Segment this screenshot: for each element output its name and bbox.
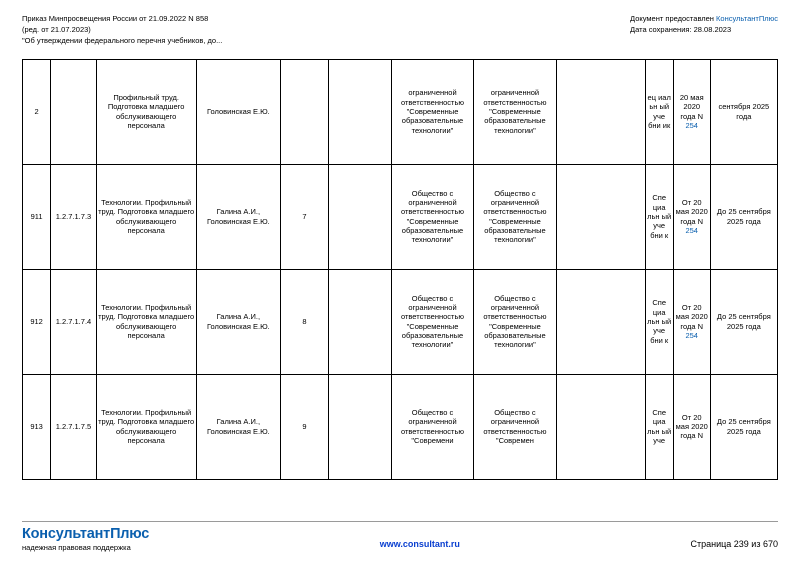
cell-valid-until: До 25 сентября 2025 года [710,164,777,269]
cell-order-date [673,59,710,164]
cell-publisher-1: Общество с ограниченной ответственностью "Современи [391,374,473,479]
cell-publisher-1: ограниченной ответственностью "Современные образовательные технологии" [391,59,473,164]
footer-logo-text: КонсультантПлюс [22,526,150,542]
header-provider-info [630,14,778,36]
document-footer [22,526,778,552]
cell-blank-1 [328,374,391,479]
cell-class: 7 [281,164,329,269]
cell-special: Спе циа льн ый уче [645,374,673,479]
footer-branding [22,526,149,552]
cell-author: Головинская Е.Ю. [196,59,281,164]
header-document-title [22,14,222,47]
footer-site-link[interactable]: www.consultant.ru [379,539,460,549]
cell-author: Галина А.И., Головинская Е.Ю. [196,164,281,269]
cell-title: Технологии. Профильный труд. Подготовка младшего обслуживающего персонала [96,164,196,269]
cell-publisher-1: Общество с ограниченной ответственностью "Современные образовательные технологии" [391,164,473,269]
footer-divider [22,521,778,522]
footer-tagline: надежная правовая поддержка [22,543,131,552]
cell-number: 913 [23,374,51,479]
header-provider-brand: КонсультантПлюс [716,14,778,23]
cell-code: 1.2.7.1.7.5 [51,374,97,479]
cell-valid-until: сентября 2025 года [710,59,777,164]
order-date-text: 20 мая 2020 года N [679,92,704,121]
header-saved-date: Дата сохранения: 28.08.2023 [630,24,732,34]
textbooks-table-wrapper [22,59,778,480]
header-title-line-2: (ред. от 21.07.2023) [22,24,91,34]
cell-blank-1 [328,164,391,269]
order-date-text: От 20 мая 2020 года N [675,412,708,441]
order-date-text: От 20 мая 2020 года N [675,302,708,331]
cell-valid-until: До 25 сентября 2025 года [710,269,777,374]
order-number-link[interactable]: 254 [685,226,698,235]
cell-code [51,59,97,164]
cell-blank-2 [556,164,645,269]
cell-number: 2 [23,59,51,164]
header-provider-line [630,14,778,25]
cell-number: 912 [23,269,51,374]
cell-publisher-2: Общество с ограниченной ответственностью "Современные образовательные технологии" [474,164,556,269]
order-date-text: От 20 мая 2020 года N [675,197,708,226]
textbooks-table [22,59,778,480]
cell-author: Галина А.И., Головинская Е.Ю. [196,269,281,374]
cell-special: Спе циа льн ый уче бни к [645,164,673,269]
cell-publisher-2: Общество с ограниченной ответственностью "Современные образовательные технологии" [474,269,556,374]
cell-code: 1.2.7.1.7.4 [51,269,97,374]
cell-blank-1 [328,59,391,164]
cell-order-date [673,374,710,479]
cell-code: 1.2.7.1.7.3 [51,164,97,269]
cell-title: Технологии. Профильный труд. Подготовка младшего обслуживающего персонала [96,269,196,374]
cell-order-date [673,164,710,269]
cell-class [281,59,329,164]
cell-blank-2 [556,59,645,164]
cell-blank-2 [556,374,645,479]
header-title-line-1: Приказ Минпросвещения России от 21.09.2022 N 858 [22,14,209,23]
table-row [23,269,778,374]
table-row [23,59,778,164]
cell-publisher-2: Общество с ограниченной ответственностью "Современ [474,374,556,479]
table-row [23,374,778,479]
header-title-line-3: "Об утверждении федерального перечня учебников, до... [22,35,223,45]
table-row [23,164,778,269]
cell-author: Галина А.И., Головинская Е.Ю. [196,374,281,479]
order-number-link[interactable]: 254 [685,331,698,340]
cell-special: Спе циа льн ый уче бни к [645,269,673,374]
footer-page-number: Страница 239 из 670 [690,539,778,549]
order-number-link[interactable]: 254 [685,121,698,130]
cell-title: Технологии. Профильный труд. Подготовка младшего обслуживающего персонала [96,374,196,479]
cell-special: ец иал ьн ый уче бни ик [645,59,673,164]
cell-valid-until: До 25 сентября 2025 года [710,374,777,479]
cell-blank-2 [556,269,645,374]
cell-publisher-1: Общество с ограниченной ответственностью "Современные образовательные технологии" [391,269,473,374]
cell-class: 9 [281,374,329,479]
footer-logo [22,526,149,542]
cell-order-date [673,269,710,374]
cell-class: 8 [281,269,329,374]
cell-title: Профильный труд. Подготовка младшего обслуживающего персонала [96,59,196,164]
header-provider-prefix: Документ предоставлен [630,14,717,23]
document-header [22,14,778,47]
cell-publisher-2: ограниченной ответственностью "Современные образовательные технологии" [474,59,556,164]
cell-number: 911 [23,164,51,269]
cell-blank-1 [328,269,391,374]
